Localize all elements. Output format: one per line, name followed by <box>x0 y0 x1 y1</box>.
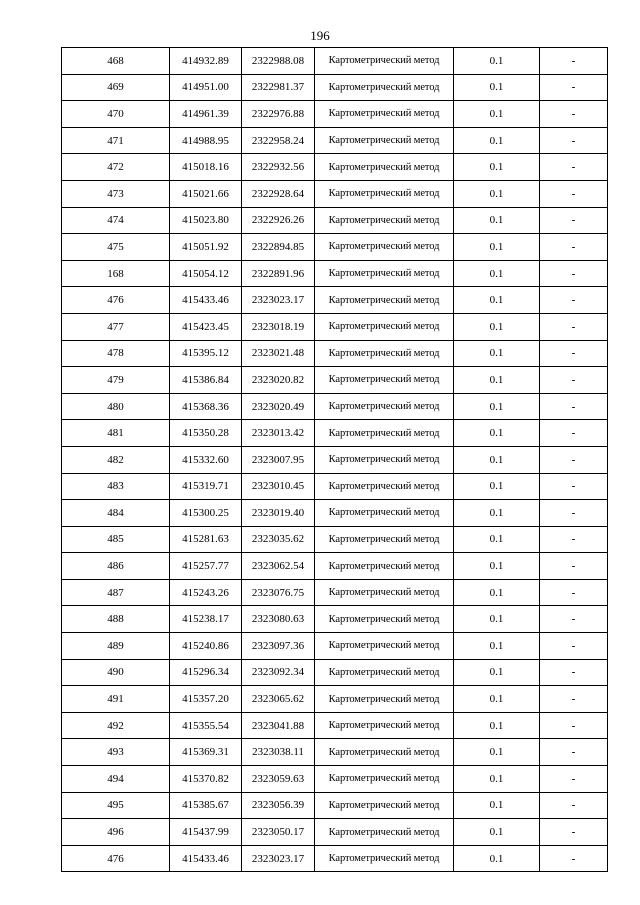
note-cell: - <box>540 340 608 367</box>
accuracy-cell: 0.1 <box>454 579 540 606</box>
note-cell: - <box>540 579 608 606</box>
table-row <box>62 606 608 633</box>
x-coordinate-cell: 414988.95 <box>170 127 242 154</box>
table-row <box>62 792 608 819</box>
y-coordinate-cell: 2323080.63 <box>242 606 315 633</box>
x-coordinate-cell: 415281.63 <box>170 526 242 553</box>
note-cell: - <box>540 260 608 287</box>
y-coordinate-cell: 2323018.19 <box>242 313 315 340</box>
y-coordinate-cell: 2323050.17 <box>242 819 315 846</box>
point-number-cell: 470 <box>62 101 170 128</box>
y-coordinate-cell: 2323020.82 <box>242 367 315 394</box>
point-number-cell: 479 <box>62 367 170 394</box>
point-number-cell: 477 <box>62 313 170 340</box>
x-coordinate-cell: 415257.77 <box>170 553 242 580</box>
accuracy-cell: 0.1 <box>454 287 540 314</box>
table-row <box>62 74 608 101</box>
y-coordinate-cell: 2323038.11 <box>242 739 315 766</box>
y-coordinate-cell: 2322894.85 <box>242 234 315 261</box>
point-number-cell: 481 <box>62 420 170 447</box>
method-cell: Картометрический метод <box>315 127 454 154</box>
accuracy-cell: 0.1 <box>454 180 540 207</box>
accuracy-cell: 0.1 <box>454 473 540 500</box>
x-coordinate-cell: 415433.46 <box>170 287 242 314</box>
table-row <box>62 500 608 527</box>
accuracy-cell: 0.1 <box>454 234 540 261</box>
point-number-cell: 476 <box>62 287 170 314</box>
x-coordinate-cell: 415238.17 <box>170 606 242 633</box>
table-row <box>62 367 608 394</box>
accuracy-cell: 0.1 <box>454 500 540 527</box>
point-number-cell: 492 <box>62 712 170 739</box>
x-coordinate-cell: 415386.84 <box>170 367 242 394</box>
x-coordinate-cell: 415240.86 <box>170 633 242 660</box>
accuracy-cell: 0.1 <box>454 367 540 394</box>
point-number-cell: 474 <box>62 207 170 234</box>
table-row <box>62 446 608 473</box>
note-cell: - <box>540 74 608 101</box>
method-cell: Картометрический метод <box>315 180 454 207</box>
point-number-cell: 475 <box>62 234 170 261</box>
x-coordinate-cell: 415357.20 <box>170 686 242 713</box>
y-coordinate-cell: 2323035.62 <box>242 526 315 553</box>
method-cell: Картометрический метод <box>315 579 454 606</box>
note-cell: - <box>540 393 608 420</box>
note-cell: - <box>540 659 608 686</box>
table-row <box>62 686 608 713</box>
accuracy-cell: 0.1 <box>454 766 540 793</box>
accuracy-cell: 0.1 <box>454 260 540 287</box>
note-cell: - <box>540 792 608 819</box>
y-coordinate-cell: 2322926.26 <box>242 207 315 234</box>
method-cell: Картометрический метод <box>315 766 454 793</box>
note-cell: - <box>540 633 608 660</box>
note-cell: - <box>540 127 608 154</box>
note-cell: - <box>540 367 608 394</box>
x-coordinate-cell: 415332.60 <box>170 446 242 473</box>
method-cell: Картометрический метод <box>315 313 454 340</box>
method-cell: Картометрический метод <box>315 340 454 367</box>
table-row <box>62 845 608 872</box>
table-row <box>62 712 608 739</box>
method-cell: Картометрический метод <box>315 792 454 819</box>
x-coordinate-cell: 415300.25 <box>170 500 242 527</box>
y-coordinate-cell: 2323023.17 <box>242 845 315 872</box>
note-cell: - <box>540 180 608 207</box>
x-coordinate-cell: 415395.12 <box>170 340 242 367</box>
point-number-cell: 486 <box>62 553 170 580</box>
x-coordinate-cell: 415355.54 <box>170 712 242 739</box>
table-row <box>62 739 608 766</box>
method-cell: Картометрический метод <box>315 48 454 75</box>
table-row <box>62 393 608 420</box>
method-cell: Картометрический метод <box>315 446 454 473</box>
note-cell: - <box>540 48 608 75</box>
table-row <box>62 207 608 234</box>
note-cell: - <box>540 446 608 473</box>
accuracy-cell: 0.1 <box>454 207 540 234</box>
accuracy-cell: 0.1 <box>454 313 540 340</box>
accuracy-cell: 0.1 <box>454 340 540 367</box>
y-coordinate-cell: 2323097.36 <box>242 633 315 660</box>
method-cell: Картометрический метод <box>315 207 454 234</box>
point-number-cell: 491 <box>62 686 170 713</box>
accuracy-cell: 0.1 <box>454 526 540 553</box>
y-coordinate-cell: 2322976.88 <box>242 101 315 128</box>
x-coordinate-cell: 415437.99 <box>170 819 242 846</box>
note-cell: - <box>540 101 608 128</box>
y-coordinate-cell: 2322958.24 <box>242 127 315 154</box>
point-number-cell: 487 <box>62 579 170 606</box>
note-cell: - <box>540 606 608 633</box>
y-coordinate-cell: 2323065.62 <box>242 686 315 713</box>
y-coordinate-cell: 2323010.45 <box>242 473 315 500</box>
note-cell: - <box>540 473 608 500</box>
table-row <box>62 526 608 553</box>
y-coordinate-cell: 2323092.34 <box>242 659 315 686</box>
x-coordinate-cell: 415243.26 <box>170 579 242 606</box>
table-row <box>62 659 608 686</box>
table-row <box>62 819 608 846</box>
method-cell: Картометрический метод <box>315 633 454 660</box>
accuracy-cell: 0.1 <box>454 393 540 420</box>
table-row <box>62 579 608 606</box>
accuracy-cell: 0.1 <box>454 606 540 633</box>
x-coordinate-cell: 415350.28 <box>170 420 242 447</box>
point-number-cell: 473 <box>62 180 170 207</box>
table-row <box>62 313 608 340</box>
x-coordinate-cell: 415368.36 <box>170 393 242 420</box>
y-coordinate-cell: 2323023.17 <box>242 287 315 314</box>
point-number-cell: 493 <box>62 739 170 766</box>
x-coordinate-cell: 415296.34 <box>170 659 242 686</box>
accuracy-cell: 0.1 <box>454 420 540 447</box>
point-number-cell: 476 <box>62 845 170 872</box>
x-coordinate-cell: 414932.89 <box>170 48 242 75</box>
point-number-cell: 468 <box>62 48 170 75</box>
y-coordinate-cell: 2322981.37 <box>242 74 315 101</box>
accuracy-cell: 0.1 <box>454 101 540 128</box>
method-cell: Картометрический метод <box>315 712 454 739</box>
y-coordinate-cell: 2322928.64 <box>242 180 315 207</box>
accuracy-cell: 0.1 <box>454 659 540 686</box>
table-row <box>62 127 608 154</box>
accuracy-cell: 0.1 <box>454 154 540 181</box>
y-coordinate-cell: 2323013.42 <box>242 420 315 447</box>
accuracy-cell: 0.1 <box>454 845 540 872</box>
x-coordinate-cell: 415319.71 <box>170 473 242 500</box>
method-cell: Картометрический метод <box>315 845 454 872</box>
note-cell: - <box>540 526 608 553</box>
x-coordinate-cell: 415433.46 <box>170 845 242 872</box>
table-row <box>62 101 608 128</box>
note-cell: - <box>540 845 608 872</box>
point-number-cell: 485 <box>62 526 170 553</box>
table-row <box>62 48 608 75</box>
accuracy-cell: 0.1 <box>454 74 540 101</box>
method-cell: Картометрический метод <box>315 287 454 314</box>
table-row <box>62 260 608 287</box>
accuracy-cell: 0.1 <box>454 48 540 75</box>
y-coordinate-cell: 2323076.75 <box>242 579 315 606</box>
note-cell: - <box>540 420 608 447</box>
x-coordinate-cell: 415385.67 <box>170 792 242 819</box>
y-coordinate-cell: 2322988.08 <box>242 48 315 75</box>
note-cell: - <box>540 739 608 766</box>
note-cell: - <box>540 287 608 314</box>
note-cell: - <box>540 500 608 527</box>
table-row <box>62 473 608 500</box>
point-number-cell: 484 <box>62 500 170 527</box>
accuracy-cell: 0.1 <box>454 792 540 819</box>
page-number: 196 <box>310 28 330 43</box>
point-number-cell: 471 <box>62 127 170 154</box>
table-row <box>62 633 608 660</box>
accuracy-cell: 0.1 <box>454 633 540 660</box>
method-cell: Картометрический метод <box>315 367 454 394</box>
x-coordinate-cell: 414961.39 <box>170 101 242 128</box>
coordinates-table-body <box>62 48 608 872</box>
point-number-cell: 483 <box>62 473 170 500</box>
method-cell: Картометрический метод <box>315 739 454 766</box>
table-row <box>62 180 608 207</box>
method-cell: Картометрический метод <box>315 473 454 500</box>
point-number-cell: 496 <box>62 819 170 846</box>
point-number-cell: 478 <box>62 340 170 367</box>
note-cell: - <box>540 553 608 580</box>
method-cell: Картометрический метод <box>315 420 454 447</box>
accuracy-cell: 0.1 <box>454 553 540 580</box>
x-coordinate-cell: 415054.12 <box>170 260 242 287</box>
point-number-cell: 482 <box>62 446 170 473</box>
note-cell: - <box>540 313 608 340</box>
method-cell: Картометрический метод <box>315 553 454 580</box>
table-row <box>62 766 608 793</box>
table-row <box>62 420 608 447</box>
method-cell: Картометрический метод <box>315 526 454 553</box>
point-number-cell: 488 <box>62 606 170 633</box>
method-cell: Картометрический метод <box>315 606 454 633</box>
point-number-cell: 494 <box>62 766 170 793</box>
method-cell: Картометрический метод <box>315 659 454 686</box>
note-cell: - <box>540 686 608 713</box>
y-coordinate-cell: 2323021.48 <box>242 340 315 367</box>
table-row <box>62 553 608 580</box>
note-cell: - <box>540 234 608 261</box>
y-coordinate-cell: 2323059.63 <box>242 766 315 793</box>
point-number-cell: 480 <box>62 393 170 420</box>
y-coordinate-cell: 2323020.49 <box>242 393 315 420</box>
y-coordinate-cell: 2322891.96 <box>242 260 315 287</box>
table-row <box>62 287 608 314</box>
point-number-cell: 489 <box>62 633 170 660</box>
point-number-cell: 495 <box>62 792 170 819</box>
y-coordinate-cell: 2323062.54 <box>242 553 315 580</box>
y-coordinate-cell: 2322932.56 <box>242 154 315 181</box>
point-number-cell: 490 <box>62 659 170 686</box>
coordinates-table <box>61 47 608 872</box>
y-coordinate-cell: 2323041.88 <box>242 712 315 739</box>
y-coordinate-cell: 2323056.39 <box>242 792 315 819</box>
note-cell: - <box>540 819 608 846</box>
note-cell: - <box>540 207 608 234</box>
x-coordinate-cell: 415023.80 <box>170 207 242 234</box>
method-cell: Картометрический метод <box>315 260 454 287</box>
y-coordinate-cell: 2323019.40 <box>242 500 315 527</box>
table-row <box>62 234 608 261</box>
point-number-cell: 168 <box>62 260 170 287</box>
method-cell: Картометрический метод <box>315 234 454 261</box>
point-number-cell: 469 <box>62 74 170 101</box>
x-coordinate-cell: 414951.00 <box>170 74 242 101</box>
note-cell: - <box>540 712 608 739</box>
accuracy-cell: 0.1 <box>454 446 540 473</box>
accuracy-cell: 0.1 <box>454 739 540 766</box>
x-coordinate-cell: 415369.31 <box>170 739 242 766</box>
accuracy-cell: 0.1 <box>454 127 540 154</box>
x-coordinate-cell: 415021.66 <box>170 180 242 207</box>
method-cell: Картометрический метод <box>315 500 454 527</box>
x-coordinate-cell: 415423.45 <box>170 313 242 340</box>
accuracy-cell: 0.1 <box>454 819 540 846</box>
table-row <box>62 154 608 181</box>
method-cell: Картометрический метод <box>315 101 454 128</box>
method-cell: Картометрический метод <box>315 686 454 713</box>
x-coordinate-cell: 415051.92 <box>170 234 242 261</box>
y-coordinate-cell: 2323007.95 <box>242 446 315 473</box>
x-coordinate-cell: 415018.16 <box>170 154 242 181</box>
note-cell: - <box>540 766 608 793</box>
table-row <box>62 340 608 367</box>
point-number-cell: 472 <box>62 154 170 181</box>
accuracy-cell: 0.1 <box>454 712 540 739</box>
note-cell: - <box>540 154 608 181</box>
accuracy-cell: 0.1 <box>454 686 540 713</box>
method-cell: Картометрический метод <box>315 154 454 181</box>
method-cell: Картометрический метод <box>315 74 454 101</box>
x-coordinate-cell: 415370.82 <box>170 766 242 793</box>
method-cell: Картометрический метод <box>315 393 454 420</box>
method-cell: Картометрический метод <box>315 819 454 846</box>
